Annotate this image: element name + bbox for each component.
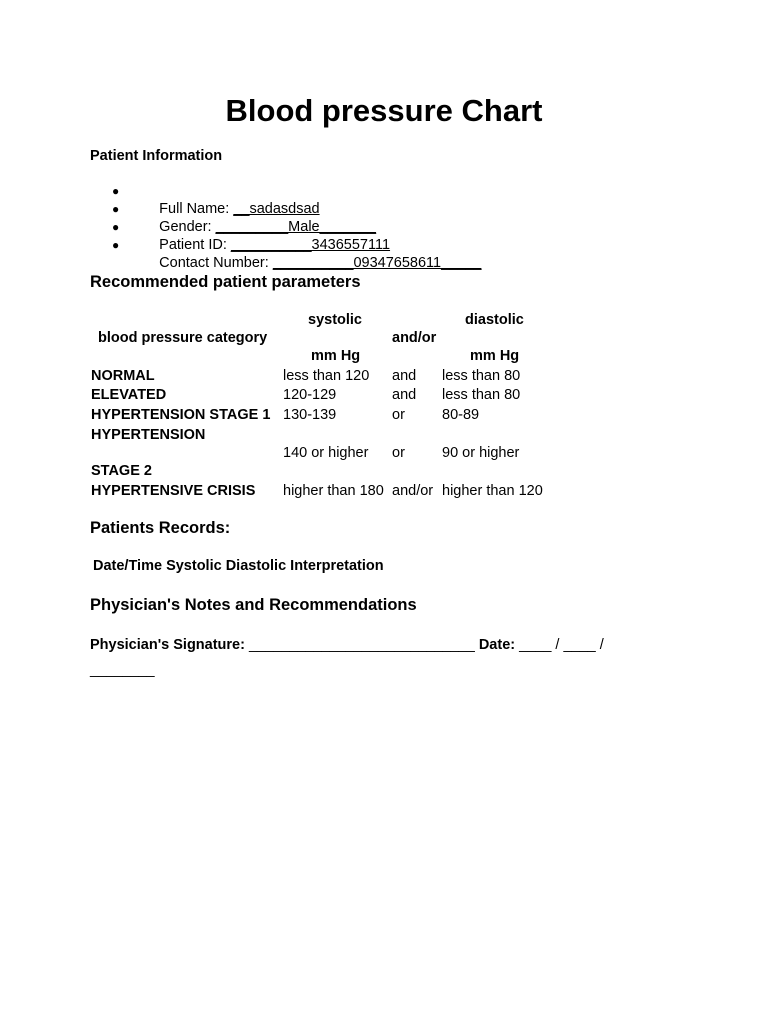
row-stage2-diastolic: 90 or higher <box>442 445 520 461</box>
header-andor: and/or <box>392 330 437 346</box>
list-item-patient-id <box>90 218 481 253</box>
row-normal-andor: and <box>392 368 417 384</box>
row-elevated-andor: and <box>392 387 417 403</box>
records-columns: Date/Time Systolic Diastolic Interpretation <box>93 558 384 574</box>
row-stage1-systolic: 130-139 <box>283 407 337 423</box>
list-item-full-name <box>90 182 481 217</box>
row-normal-diastolic: less than 80 <box>442 368 521 384</box>
row-elevated-diastolic: less than 80 <box>442 387 521 403</box>
list-item-gender <box>90 200 481 235</box>
bullet-icon: ● <box>112 184 120 198</box>
bullet-icon: ● <box>112 238 120 252</box>
row-crisis-category: HYPERTENSIVE CRISIS <box>91 483 256 499</box>
row-stage1-diastolic: 80-89 <box>442 407 480 423</box>
header-systolic: systolic <box>308 312 362 328</box>
patient-info-list <box>90 182 482 271</box>
row-elevated-category: ELEVATED <box>91 387 167 403</box>
patient-info-heading: Patient Information <box>90 148 223 164</box>
date-blank: ____ / ____ / ________ <box>90 637 604 678</box>
patient-id-value: __________3436557111 <box>230 237 391 253</box>
row-normal-category: NORMAL <box>91 368 155 384</box>
row-stage2-category-line2: STAGE 2 <box>91 463 152 479</box>
row-stage2-systolic: 140 or higher <box>283 445 369 461</box>
header-category: blood pressure category <box>98 330 268 346</box>
row-stage2-andor: or <box>392 445 405 461</box>
header-diastolic-unit: mm Hg <box>470 348 520 364</box>
bullet-icon: ● <box>112 220 120 234</box>
signature-blank: ____________________________ <box>248 637 475 653</box>
row-normal-systolic: less than 120 <box>283 368 370 384</box>
parameters-heading: Recommended patient parameters <box>90 273 361 291</box>
header-diastolic: diastolic <box>465 312 524 328</box>
row-stage2-category-line1: HYPERTENSION <box>91 427 206 443</box>
list-item-contact-number <box>90 236 482 271</box>
row-stage1-category: HYPERTENSION STAGE 1 <box>91 407 271 423</box>
full-name-value: __sadasdsad <box>233 201 320 217</box>
row-crisis-andor: and/or <box>392 483 434 499</box>
row-crisis-systolic: higher than 180 <box>283 483 384 499</box>
signature-label: Physician's Signature: <box>90 637 249 653</box>
header-systolic-unit: mm Hg <box>311 348 361 364</box>
notes-heading: Physician's Notes and Recommendations <box>90 596 417 614</box>
records-heading: Patients Records: <box>90 519 231 537</box>
page-title: Blood pressure Chart <box>225 93 543 128</box>
row-stage1-andor: or <box>392 407 405 423</box>
date-label: Date: <box>474 637 520 653</box>
signature-line <box>90 633 650 683</box>
full-name-label: Full Name: <box>159 201 234 217</box>
gender-label: Gender: <box>159 219 216 235</box>
contact-number-label: Contact Number: <box>159 255 273 271</box>
row-elevated-systolic: 120-129 <box>283 387 337 403</box>
bullet-icon: ● <box>112 202 120 216</box>
row-crisis-diastolic: higher than 120 <box>442 483 543 499</box>
gender-value: _________Male_______ <box>215 219 377 235</box>
contact-number-value: __________09347658611_____ <box>272 255 482 271</box>
bp-parameters-table <box>90 310 560 505</box>
patient-id-label: Patient ID: <box>159 237 231 253</box>
